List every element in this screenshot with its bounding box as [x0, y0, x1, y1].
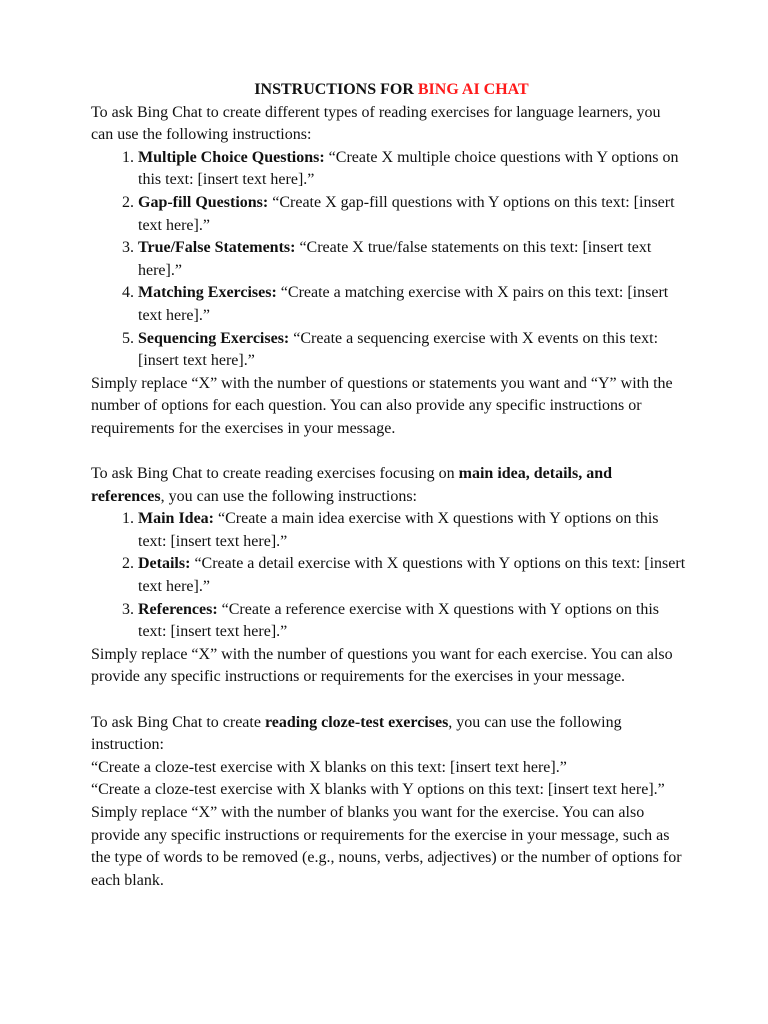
list-item — [138, 553, 686, 598]
section3-line1: “Create a cloze-test exercise with X blanks on this text: [insert text here].” — [91, 758, 567, 776]
item-text: “Create a sequencing exercise with X events on this text: [insert text here].” — [138, 329, 659, 370]
item-text: “Create a reference exercise with X questions with Y options on this text: [insert text here].” — [138, 600, 659, 641]
item-text: “Create a detail exercise with X questions with Y options on this text: [insert text here].” — [138, 555, 686, 596]
item-label: Details: — [138, 555, 191, 573]
section2-intro-bold: main idea, details, and references — [91, 465, 613, 505]
section2-outro: Simply replace “X” with the number of questions you want for each exercise. You can also provide any specific instructions or requirements for the exercises in your message. — [91, 645, 673, 686]
item-label: True/False Statements: — [138, 239, 296, 257]
list-item — [138, 282, 686, 327]
list-item — [138, 508, 686, 553]
section3-intro-before: To ask Bing Chat to create — [91, 713, 265, 731]
item-label: References: — [138, 600, 218, 618]
item-text: “Create X multiple choice questions with Y options on this text: [insert text here].” — [138, 148, 679, 189]
list-item — [138, 237, 686, 282]
item-label: Matching Exercises: — [138, 284, 277, 302]
section2-intro-after: , you can use the following instructions: — [160, 487, 417, 505]
item-text: “Create X gap-fill questions with Y options on this text: [insert text here].” — [138, 193, 675, 234]
section3-intro-after: , you can use the following instruction: — [91, 713, 622, 754]
item-label: Sequencing Exercises: — [138, 329, 290, 347]
section3-line2: “Create a cloze-test exercise with X blanks with Y options on this text: [insert text here].” — [91, 781, 665, 799]
section1-outro: Simply replace “X” with the number of questions or statements you want and “Y” with the number of options for each question. You can also provide any specific instructions or requirements for the exercises in your message. — [91, 374, 673, 437]
section2-intro — [91, 463, 686, 508]
section3-intro-bold: reading cloze-test exercises — [264, 713, 449, 731]
title-accent: BING AI CHAT — [417, 81, 529, 98]
list-item — [138, 147, 686, 192]
item-label: Main Idea: — [138, 510, 214, 528]
section3-outro: Simply replace “X” with the number of blanks you want for the exercise. You can also provide any specific instructions or requirements for the exercise in your message, such as the type of words to be removed (e.g., nouns, verbs, adjectives) or the number of options for each blank. — [91, 804, 682, 889]
section2-list — [91, 508, 686, 644]
item-label: Gap-fill Questions: — [138, 193, 269, 211]
section1-list — [91, 147, 686, 373]
title-prefix: INSTRUCTIONS FOR — [254, 81, 418, 98]
list-item — [138, 192, 686, 237]
paragraph-gap — [91, 689, 686, 712]
list-item — [138, 599, 686, 644]
item-text: “Create X true/false statements on this text: [insert text here].” — [138, 239, 652, 279]
item-label: Multiple Choice Questions: — [138, 148, 325, 166]
section3-intro — [91, 712, 686, 757]
paragraph-gap — [91, 441, 686, 464]
section2-intro-before: To ask Bing Chat to create reading exercises focusing on — [91, 465, 459, 483]
item-text: “Create a matching exercise with X pairs on this text: [insert text here].” — [138, 284, 669, 324]
section1-intro: To ask Bing Chat to create different types of reading exercises for language learners, you can use the following instructions: — [91, 103, 661, 144]
document-title — [91, 79, 686, 102]
list-item — [138, 328, 686, 373]
item-text: “Create a main idea exercise with X questions with Y options on this text: [insert text here].” — [138, 510, 659, 550]
